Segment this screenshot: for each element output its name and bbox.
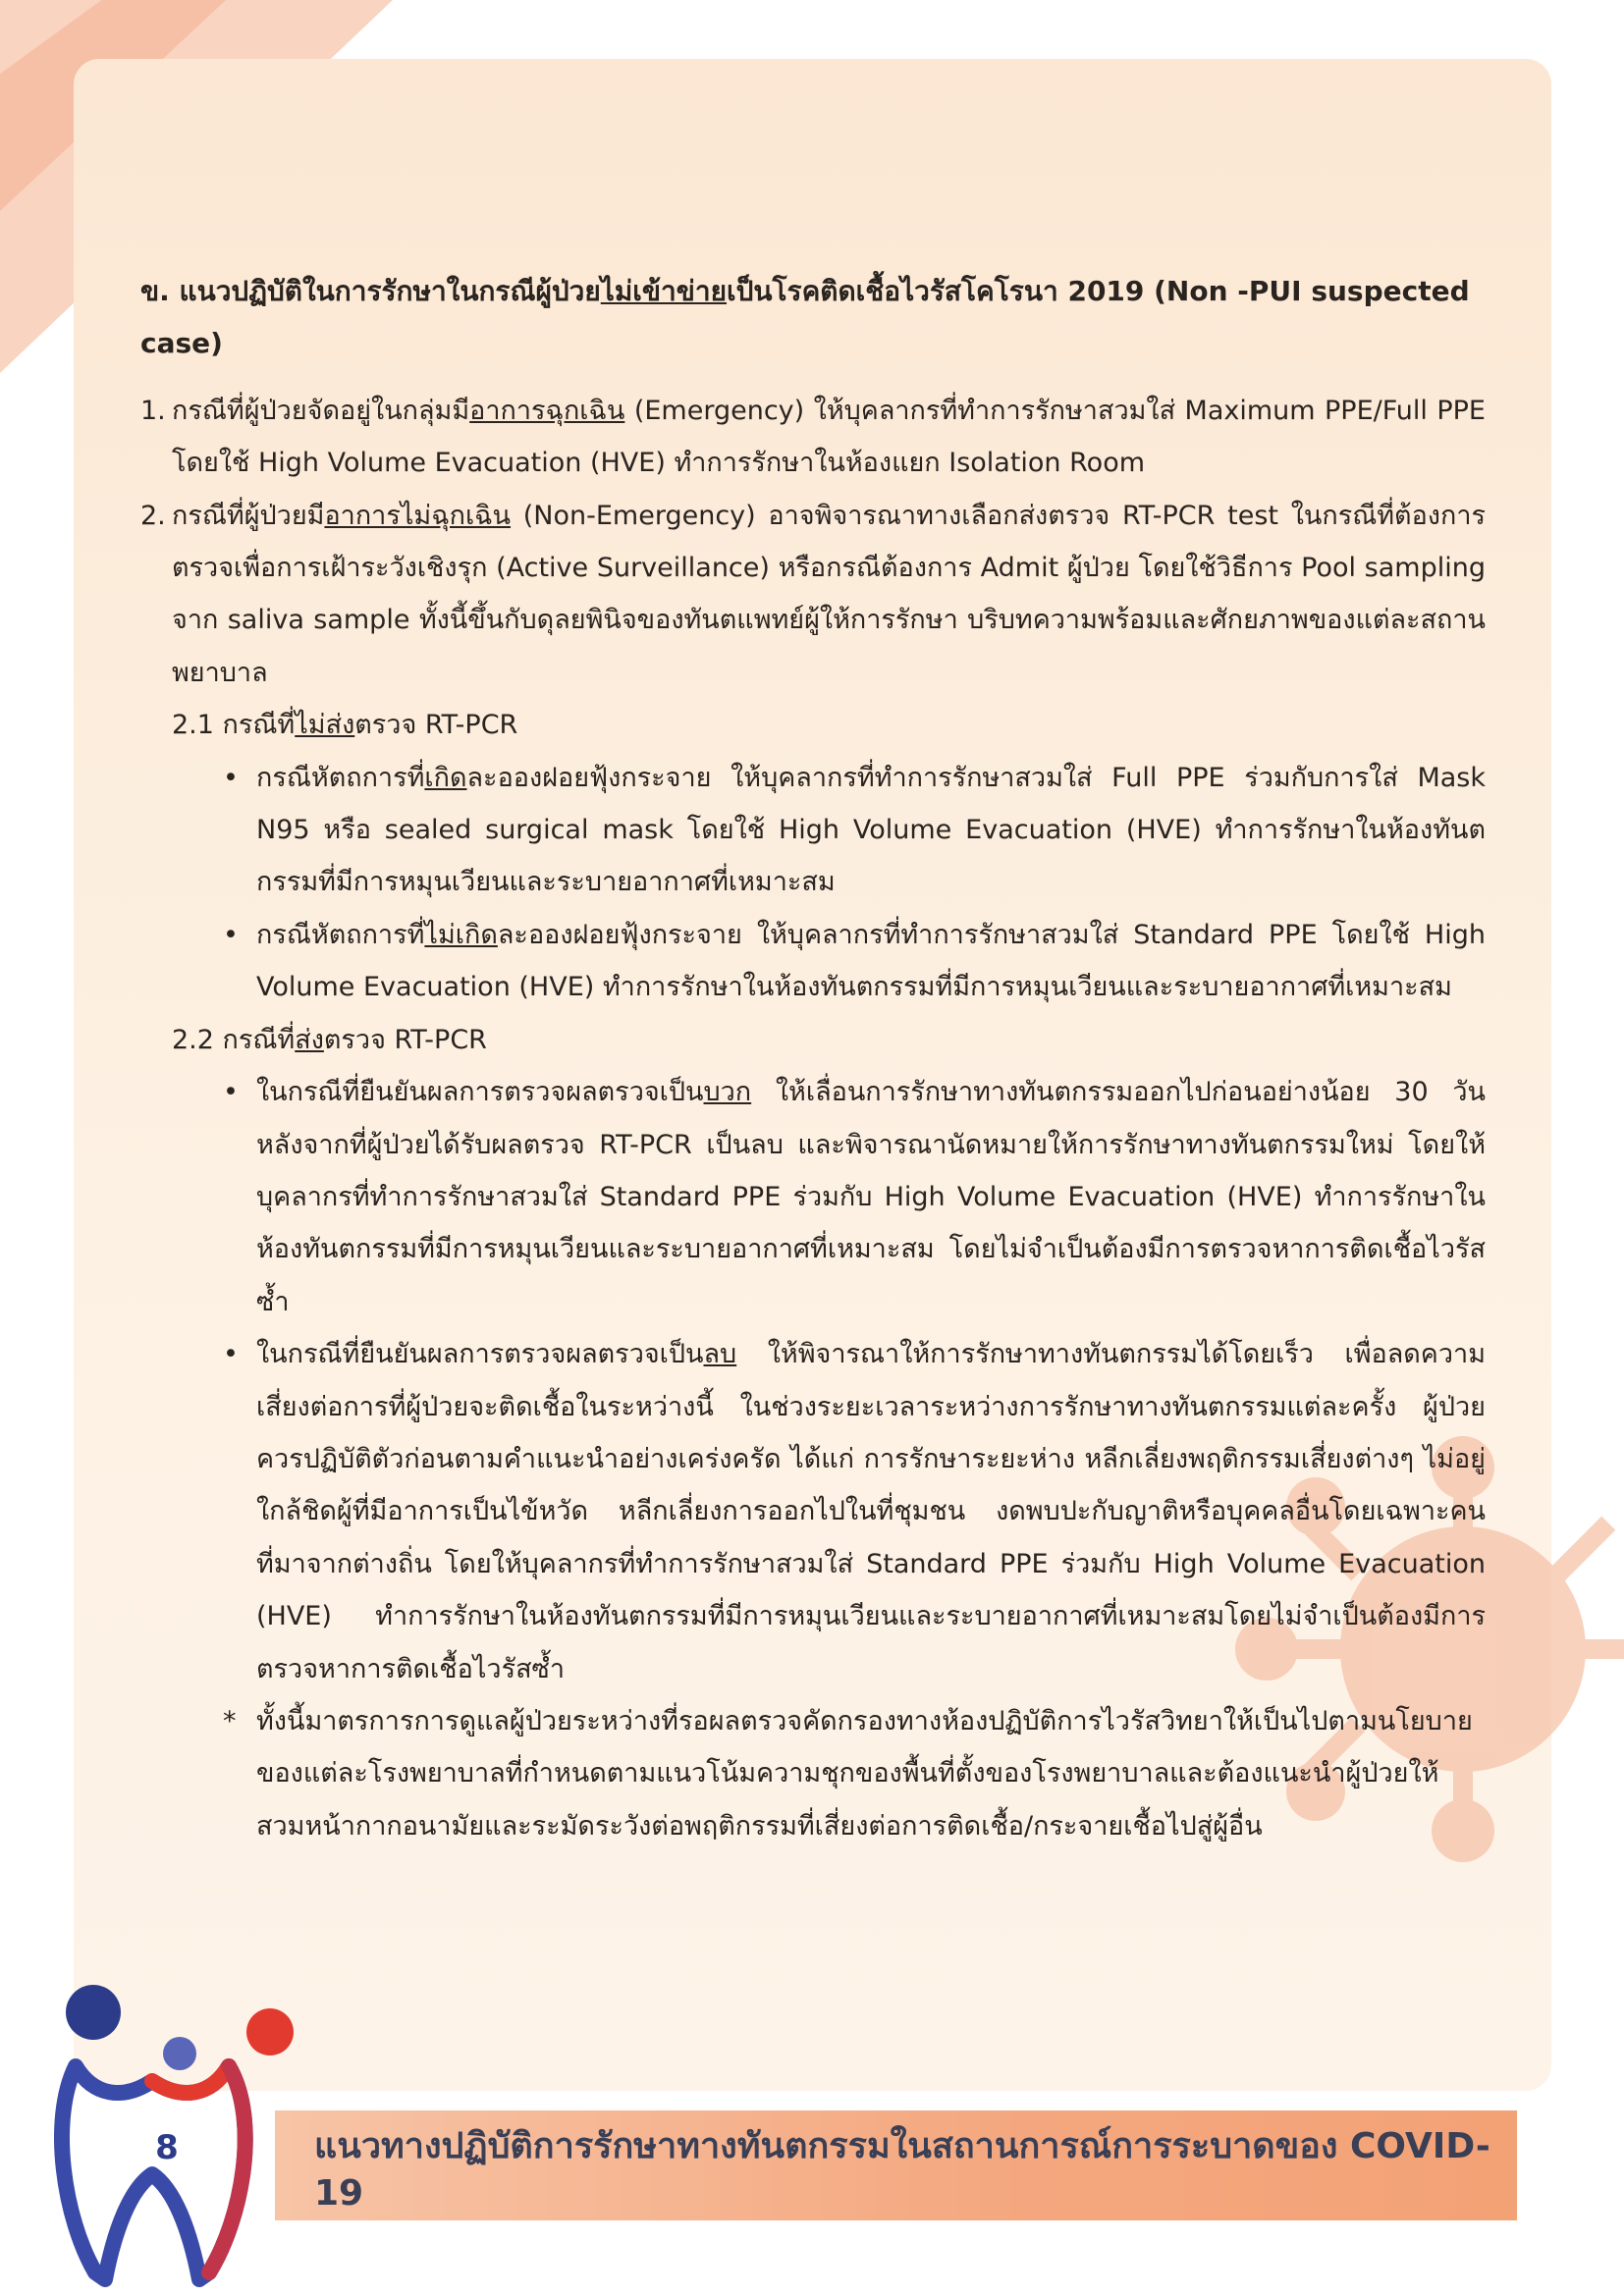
bullet-item	[140, 752, 1486, 909]
document-body	[140, 265, 1486, 1852]
bullet-text: ในกรณีที่ยืนยันผลการตรวจผลตรวจเป็นบวก ให้เลื่อนการรักษาทางทันตกรรมออกไปก่อนอย่างน้อย 30 วัน หลังจากที่ผู้ป่วยได้รับผลตรวจ RT-PCR เป็นลบ และพิจารณานัดหมายให้การรักษาทางทันตกรรมใหม่ โดยให้บุคลากรที่ทำการรักษาสวมใส่ Standard PPE ร่วมกับ High Volume Evacuation (HVE) ทำการรักษาในห้องทันตกรรมที่มีการหมุนเวียนและระบายอากาศที่เหมาะสม โดยไม่จำเป็นต้องมีการตรวจหาการติดเชื้อไวรัสซ้ำ	[256, 1077, 1486, 1317]
bullet-icon: •	[223, 1077, 239, 1108]
bullet-text: ในกรณีที่ยืนยันผลการตรวจผลตรวจเป็นลบ ให้พิจารณาให้การรักษาทางทันตกรรมได้โดยเร็ว เพื่อลดความเสี่ยงต่อการที่ผู้ป่วยจะติดเชื้อในระหว่างนี้ ในช่วงระยะเวลาระหว่างการรักษาทางทันตกรรมแต่ละครั้ง ผู้ป่วยควรปฏิบัติตัวก่อนตามคำแนะนำอย่างเคร่งครัด ได้แก่ การรักษาระยะห่าง หลีกเลี่ยงพฤติกรรมเสี่ยงต่างๆ ไม่อยู่ใกล้ชิดผู้ที่มีอาการเป็นไข้หวัด หลีกเลี่ยงการออกไปในที่ชุมชน งดพบปะกับญาติหรือบุคคลอื่นโดยเฉพาะคนที่มาจากต่างถิ่น โดยให้บุคลากรที่ทำการรักษาสวมใส่ Standard PPE ร่วมกับ High Volume Evacuation (HVE) ทำการรักษาในห้องทันตกรรมที่มีการหมุนเวียนและระบายอากาศที่เหมาะสมโดยไม่จำเป็นต้องมีการตรวจหาการติดเชื้อไวรัสซ้ำ	[256, 1339, 1486, 1684]
footer-title: แนวทางปฏิบัติการรักษาทางทันตกรรมในสถานการณ์การระบาดของ COVID-19	[314, 2126, 1490, 2214]
bullet-text: กรณีหัตถการที่เกิดละอองฝอยฟุ้งกระจาย ให้บุคลากรที่ทำการรักษาสวมใส่ Full PPE ร่วมกับการใส่ Mask N95 หรือ sealed surgical mask โดยใช้ High Volume Evacuation (HVE) ทำการรักษาในห้องทันตกรรมที่มีการหมุนเวียนและระบายอากาศที่เหมาะสม	[256, 762, 1486, 898]
subsection-2-2: 2.2 กรณีที่ส่งตรวจ RT-PCR	[172, 1024, 487, 1055]
list-number: 1.	[140, 395, 166, 426]
list-text: กรณีที่ผู้ป่วยจัดอยู่ในกลุ่มมีอาการฉุกเฉิน (Emergency) ให้บุคลากรที่ทำการรักษาสวมใส่ Maximum PPE/Full PPE โดยใช้ High Volume Evacuation (HVE) ทำการรักษาในห้องแยก Isolation Room	[172, 395, 1486, 479]
section-heading: ข. แนวปฏิบัติในการรักษาในกรณีผู้ป่วยไม่เข้าข่ายเป็นโรคติดเชื้อไวรัสโคโรนา 2019 (Non -PUI suspected case)	[140, 275, 1470, 360]
list-item-2	[140, 490, 1486, 700]
bullet-item	[140, 1066, 1486, 1328]
footnote	[140, 1695, 1486, 1852]
bullet-text: กรณีหัตถการที่ไม่เกิดละอองฝอยฟุ้งกระจาย ให้บุคลากรที่ทำการรักษาสวมใส่ Standard PPE โดยใช้ High Volume Evacuation (HVE) ทำการรักษาในห้องทันตกรรมที่มีการหมุนเวียนและระบายอากาศที่เหมาะสม	[256, 919, 1486, 1003]
subsection-2-1: 2.1 กรณีที่ไม่ส่งตรวจ RT-PCR	[172, 710, 518, 741]
list-text: กรณีที่ผู้ป่วยมีอาการไม่ฉุกเฉิน (Non-Emergency) อาจพิจารณาทางเลือกส่งตรวจ RT-PCR test ในกรณีที่ต้องการตรวจเพื่อการเฝ้าระวังเชิงรุก (Active Surveillance) หรือกรณีต้องการ Admit ผู้ป่วย โดยใช้วิธีการ Pool sampling จาก saliva sample ทั้งนี้ขึ้นกับดุลยพินิจของทันตแพทย์ผู้ให้การรักษา บริบทความพร้อมและศักยภาพของแต่ละสถานพยาบาล	[172, 500, 1486, 688]
footer-bar	[275, 2110, 1517, 2220]
bullet-item	[140, 1328, 1486, 1695]
heading-underline: ไม่เข้าข่าย	[600, 275, 728, 307]
bullet-icon: •	[223, 762, 239, 793]
list-item-1	[140, 385, 1486, 490]
page-number: 8	[155, 2128, 179, 2167]
footnote-text: ทั้งนี้มาตรการการดูแลผู้ป่วยระหว่างที่รอผลตรวจคัดกรองทางห้องปฏิบัติการไวรัสวิทยาให้เป็นไปตามนโยบายของแต่ละโรงพยาบาลที่กำหนดตามแนวโน้มความชุกของพื้นที่ตั้งของโรงพยาบาลและต้องแนะนำผู้ป่วยให้สวมหน้ากากอนามัยและระมัดระวังต่อพฤติกรรมที่เสี่ยงต่อการติดเชื้อ/กระจายเชื้อไปสู่ผู้อื่น	[256, 1705, 1473, 1842]
bullet-item	[140, 909, 1486, 1014]
bullet-icon: •	[223, 919, 239, 950]
asterisk-icon: *	[223, 1705, 237, 1736]
bullet-icon: •	[223, 1339, 239, 1370]
list-number: 2.	[140, 500, 166, 531]
